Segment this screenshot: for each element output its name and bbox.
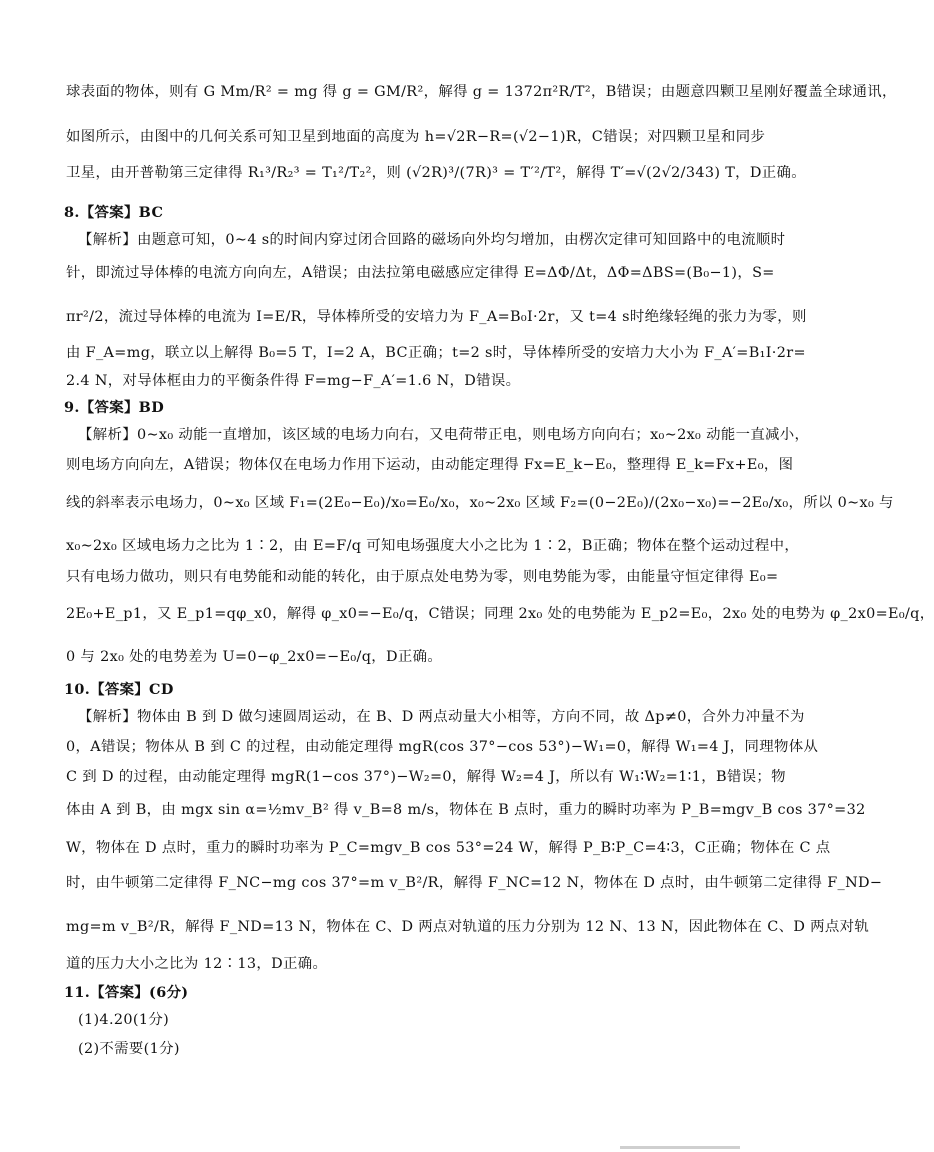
text-line: 0，A错误；物体从 B 到 C 的过程，由动能定理得 mgR(cos 37°−cos 53°)−W₁=0，解得 W₁=4 J，同理物体从 xyxy=(66,739,819,755)
text-line: 则电场方向向左，A错误；物体仅在电场力作用下运动，由动能定理得 Fx=E_k−E₀，整理得 E_k=Fx+E₀，图 xyxy=(66,457,794,473)
question-10-answer: 10.【答案】CD xyxy=(64,681,174,698)
question-9-answer: 9.【答案】BD xyxy=(64,399,165,416)
text-line: 球表面的物体，则有 G Mm/R² = mg 得 g = GM/R²，解得 g = 1372π²R/T²，B错误；由题意四颗卫星刚好覆盖全球通讯， xyxy=(66,84,897,100)
text-line: W，物体在 D 点时，重力的瞬时功率为 P_C=mgv_B cos 53°=24 W，解得 P_B∶P_C=4∶3，C正确；物体在 C 点 xyxy=(66,840,831,856)
text-line: x₀∼2x₀ 区域电场力之比为 1∶2，由 E=F/q 可知电场强度大小之比为 1∶2，B正确；物体在整个运动过程中， xyxy=(66,538,800,554)
text-line: 0 与 2x₀ 处的电势差为 U=0−φ_2x0=−E₀/q，D正确。 xyxy=(66,649,443,665)
text-line: mg=m v_B²/R，解得 F_ND=13 N，物体在 C、D 两点对轨道的压力分别为 12 N、13 N，因此物体在 C、D 两点对轨 xyxy=(66,919,870,935)
text-line: 体由 A 到 B，由 mgx sin α=½mv_B² 得 v_B=8 m/s，物体在 B 点时，重力的瞬时功率为 P_B=mgv_B cos 37°=32 xyxy=(66,802,866,818)
text-line: 【解析】0∼x₀ 动能一直增加，该区域的电场力向右，又电荷带正电，则电场方向向右；x₀∼2x₀ 动能一直减小， xyxy=(78,427,810,443)
text-line: 线的斜率表示电场力，0∼x₀ 区域 F₁=(2E₀−E₀)/x₀=E₀/x₀，x₀∼2x₀ 区域 F₂=(0−2E₀)/(2x₀−x₀)=−2E₀/x₀，所以 0∼x₀ 与 xyxy=(66,495,894,511)
text-line: 道的压力大小之比为 12∶13，D正确。 xyxy=(66,956,328,972)
text-line: 如图所示，由图中的几何关系可知卫星到地面的高度为 h=√2R−R=(√2−1)R，C错误；对四颗卫星和同步 xyxy=(66,129,766,145)
text-line: 时，由牛顿第二定律得 F_NC−mg cos 37°=m v_B²/R，解得 F_NC=12 N，物体在 D 点时，由牛顿第二定律得 F_ND− xyxy=(66,875,883,891)
text-line: πr²/2，流过导体棒的电流为 I=E/R，导体棒所受的安培力为 F_A=B₀I·2r，又 t=4 s时绝缘轻绳的张力为零，则 xyxy=(66,309,807,325)
text-line: C 到 D 的过程，由动能定理得 mgR(1−cos 37°)−W₂=0，解得 W₂=4 J，所以有 W₁∶W₂=1∶1，B错误；物 xyxy=(66,769,786,785)
text-line: 2.4 N，对导体框由力的平衡条件得 F=mg−F_A′=1.6 N，D错误。 xyxy=(66,373,521,389)
text-line: (1)4.20(1分) xyxy=(78,1012,170,1028)
text-line: 针，即流过导体棒的电流方向向左，A错误；由法拉第电磁感应定律得 E=ΔΦ/Δt，ΔΦ=ΔBS=(B₀−1)，S= xyxy=(66,265,775,281)
text-line: 卫星，由开普勒第三定律得 R₁³/R₂³ = T₁²/T₂²，则 (√2R)³/(7R)³ = T′²/T²，解得 T′=√(2√2/343) T，D正确。 xyxy=(66,165,807,181)
text-line: 由 F_A=mg，联立以上解得 B₀=5 T，I=2 A，BC正确；t=2 s时，导体棒所受的安培力大小为 F_A′=B₁I·2r= xyxy=(66,345,806,361)
scan-edge-mark xyxy=(620,1146,740,1149)
question-8-answer: 8.【答案】BC xyxy=(64,204,164,221)
text-line: (2)不需要(1分) xyxy=(78,1041,180,1057)
question-11-answer: 11.【答案】(6分) xyxy=(64,984,189,1001)
text-line: 【解析】由题意可知，0∼4 s的时间内穿过闭合回路的磁场向外均匀增加，由楞次定律可知回路中的电流顺时 xyxy=(78,232,786,248)
text-line: 2E₀+E_p1，又 E_p1=qφ_x0，解得 φ_x0=−E₀/q，C错误；同理 2x₀ 处的电势能为 E_p2=E₀，2x₀ 处的电势为 φ_2x0=E₀/q， xyxy=(66,606,934,622)
text-line: 【解析】物体由 B 到 D 做匀速圆周运动，在 B、D 两点动量大小相等，方向不同，故 Δp≠0，合外力冲量不为 xyxy=(78,709,805,725)
text-line: 只有电场力做功，则只有电势能和动能的转化，由于原点处电势为零，则电势能为零，由能量守恒定律得 E₀= xyxy=(66,569,779,585)
